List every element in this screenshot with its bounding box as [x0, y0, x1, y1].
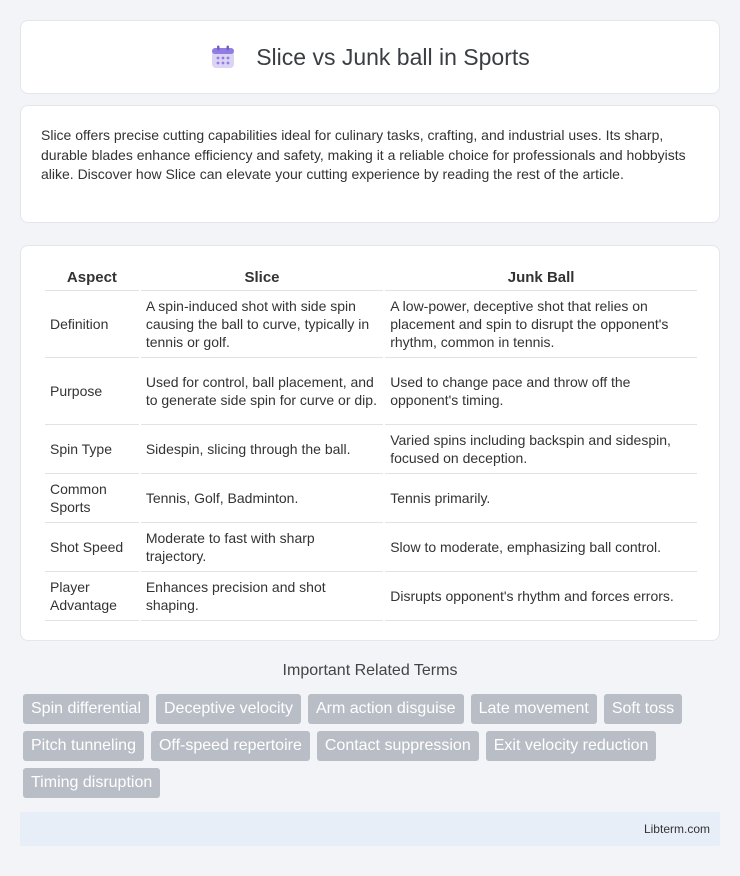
page-title: Slice vs Junk ball in Sports: [256, 43, 530, 70]
cell-aspect: Spin Type: [45, 425, 139, 474]
comparison-table: [43, 264, 699, 621]
cell-junk-ball: A low-power, deceptive shot that relies on placement and spin to disrupt the opponent's rhythm, common in tennis.: [385, 291, 697, 358]
cell-slice: Enhances precision and shot shaping.: [141, 572, 383, 621]
tag-soft-toss[interactable]: Soft toss: [604, 694, 682, 724]
comparison-card: [20, 245, 720, 641]
cell-aspect: Purpose: [45, 358, 139, 425]
tag-arm-action-disguise[interactable]: Arm action disguise: [308, 694, 464, 724]
tag-pitch-tunneling[interactable]: Pitch tunneling: [23, 731, 144, 761]
cell-slice: A spin-induced shot with side spin causing the ball to curve, typically in tennis or golf.: [141, 291, 383, 358]
header-slice: Slice: [141, 264, 383, 291]
table-row: [45, 291, 697, 358]
header-card: [20, 20, 720, 94]
related-terms-title: Important Related Terms: [282, 662, 458, 679]
header-aspect: Aspect: [45, 264, 139, 291]
cell-aspect: Shot Speed: [45, 523, 139, 572]
cell-aspect: Common Sports: [45, 474, 139, 523]
footer-site-link[interactable]: Libterm.com: [643, 822, 710, 836]
cell-slice: Used for control, ball placement, and to generate side spin for curve or dip.: [141, 358, 383, 425]
table-row: [45, 572, 697, 621]
intro-card: [20, 105, 720, 223]
intro-text: Slice offers precise cutting capabilities ideal for culinary tasks, crafting, and industrial uses. Its sharp, durable blades enhance efficiency and safety, making it a reliable choice for professionals and hobbyists alike. Discover how Slice can elevate your cutting experience by reading the rest of the article.: [41, 127, 686, 182]
table-row: [45, 474, 697, 523]
cell-slice: Sidespin, slicing through the ball.: [141, 425, 383, 474]
table-header-row: [45, 264, 697, 291]
cell-aspect: Definition: [45, 291, 139, 358]
cell-aspect: Player Advantage: [45, 572, 139, 621]
tag-contact-suppression[interactable]: Contact suppression: [317, 731, 479, 761]
table-row: [45, 358, 697, 425]
tag-exit-velocity-reduction[interactable]: Exit velocity reduction: [486, 731, 657, 761]
related-terms-list: [23, 694, 723, 805]
cell-junk-ball: Disrupts opponent's rhythm and forces errors.: [385, 572, 697, 621]
cell-junk-ball: Varied spins including backspin and sidespin, focused on deception.: [385, 425, 697, 474]
footer: [20, 812, 720, 846]
table-row: [45, 523, 697, 572]
tag-late-movement[interactable]: Late movement: [471, 694, 597, 724]
calendar-icon: [210, 44, 236, 70]
cell-junk-ball: Used to change pace and throw off the opponent's timing.: [385, 358, 697, 425]
header-junk-ball: Junk Ball: [385, 264, 697, 291]
cell-slice: Moderate to fast with sharp trajectory.: [141, 523, 383, 572]
tag-off-speed-repertoire[interactable]: Off-speed repertoire: [151, 731, 310, 761]
table-row: [45, 425, 697, 474]
cell-junk-ball: Slow to moderate, emphasizing ball control.: [385, 523, 697, 572]
tag-spin-differential[interactable]: Spin differential: [23, 694, 149, 724]
tag-deceptive-velocity[interactable]: Deceptive velocity: [156, 694, 301, 724]
cell-slice: Tennis, Golf, Badminton.: [141, 474, 383, 523]
tag-timing-disruption[interactable]: Timing disruption: [23, 768, 160, 798]
cell-junk-ball: Tennis primarily.: [385, 474, 697, 523]
